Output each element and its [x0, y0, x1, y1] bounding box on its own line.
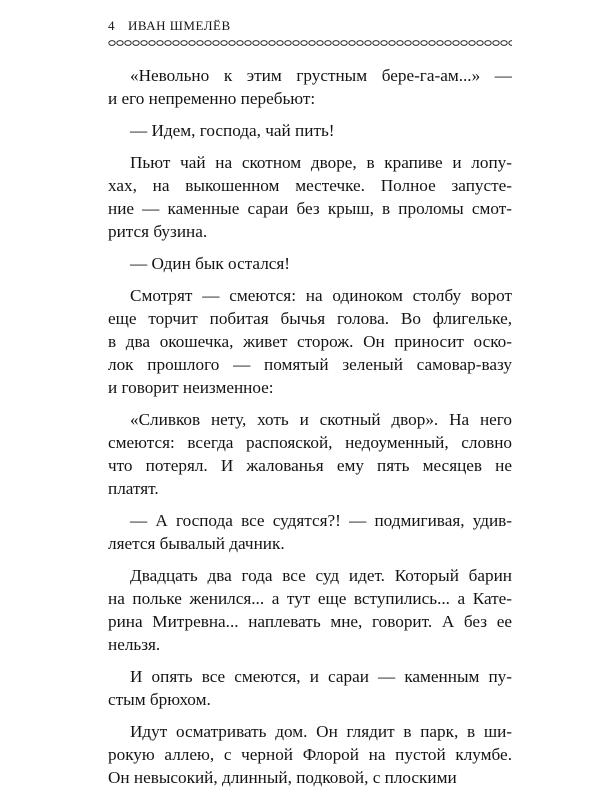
paragraph [108, 151, 512, 243]
text-line: Идут осматривать дом. Он глядит в парк, в ши- [130, 722, 512, 741]
paragraph [108, 665, 512, 711]
text-line: ляется бывалый дачник. [108, 534, 285, 553]
text-line: рится бузина. [108, 222, 208, 241]
page-number: 4 [108, 18, 115, 33]
text-line: стым брюхом. [108, 690, 211, 709]
text-line: хах, на выкошенном местечке. Полное запусте- [108, 176, 512, 195]
text-line: ние — каменные сараи без крыш, в проломы смот- [108, 199, 512, 218]
text-line: в два окошечка, живет сторож. Он приносит оско- [108, 332, 512, 351]
paragraph [108, 564, 512, 656]
text-line: — А господа все судятся?! — подмигивая, удив- [130, 511, 512, 530]
running-header [108, 14, 512, 36]
decorative-border-ornament [108, 38, 512, 48]
paragraph [108, 720, 512, 789]
text-line: «Сливков нету, хоть и скотный двор». На него [130, 410, 512, 429]
text-line: И опять все смеются, и сараи — каменным пу- [130, 667, 512, 686]
author-name: ИВАН ШМЕЛЁВ [128, 18, 231, 33]
text-line: рина Митревна... наплевать мне, говорит. А без ее [108, 612, 512, 631]
text-line: — Один бык остался! [130, 254, 291, 273]
text-line: что потерял. И жалованья ему пять месяцев не [108, 456, 512, 475]
body-text [108, 64, 512, 798]
paragraph [108, 252, 512, 275]
paragraph [108, 408, 512, 500]
text-line: рокую аллею, с черной Флорой на пустой клумбе. [108, 745, 512, 764]
text-line: «Невольно к этим грустным бере-га-ам...» — [130, 66, 512, 85]
paragraph [108, 119, 512, 142]
text-line: — Идем, господа, чай пить! [130, 121, 335, 140]
paragraph [108, 284, 512, 399]
text-line: нельзя. [108, 635, 161, 654]
text-line: на польке женился... а тут еще вступились... а Кате- [108, 589, 512, 608]
text-line: Двадцать два года все суд идет. Который барин [130, 566, 512, 585]
text-line: Пьют чай на скотном дворе, в крапиве и лопу- [130, 153, 512, 172]
text-line: смеются: всегда распояской, недоуменный, словно [108, 433, 512, 452]
text-line: Смотрят — смеются: на одиноком столбу ворот [130, 286, 512, 305]
text-line: лок прошлого — помятый зеленый самовар-вазу [108, 355, 512, 374]
paragraph [108, 509, 512, 555]
text-line: платят. [108, 479, 159, 498]
text-line: и говорит неизменное: [108, 378, 274, 397]
text-line: и его непременно перебьют: [108, 89, 316, 108]
paragraph [108, 64, 512, 110]
text-line: еще торчит побитая бычья голова. Во флигельке, [108, 309, 512, 328]
text-line: Он невысокий, длинный, подковой, с плоскими [108, 768, 457, 787]
